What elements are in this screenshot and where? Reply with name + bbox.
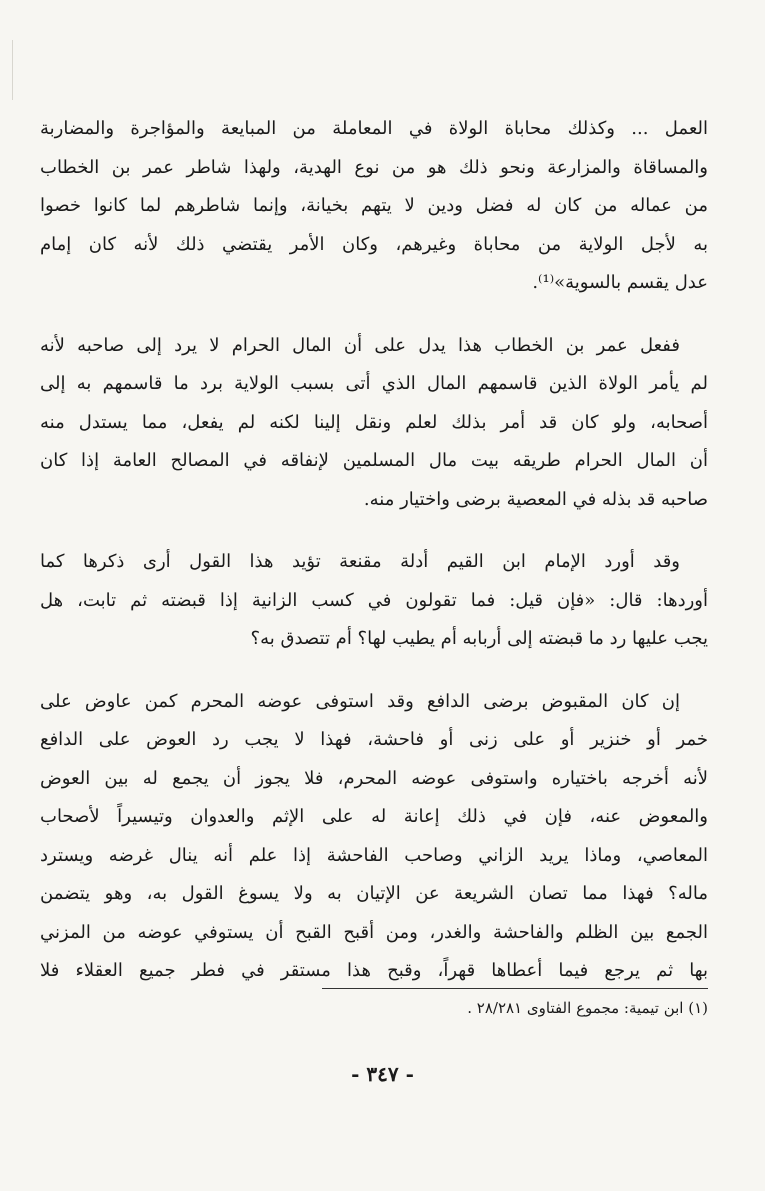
footnote: (١) ابن تيمية: مجموع الفتاوى ٢٨/٢٨١ .	[467, 999, 708, 1017]
text-line: لأنه أخرجه باختياره واستوفى عوضه المحرم، فلا يجوز أن يجمع له بين العوض	[40, 767, 708, 789]
footnote-divider	[322, 988, 708, 989]
text-line: أوردها: قال: «فإن قيل: فما تقولون في كسب الزانية إذا قبضته ثم تابت، هل	[40, 589, 708, 611]
text-line: ماله؟ فهذا مما تصان الشريعة عن الإتيان به ولا يسوغ القول به، وهو يتضمن	[40, 883, 708, 904]
text-line: وقد أورد الإمام ابن القيم أدلة مقنعة تؤيد هذا القول أرى ذكرها كما	[40, 551, 680, 572]
text-line: بها ثم يرجع فيما أعطاها قهراً، وقبح هذا مستقر في فطر جميع العقلاء فلا	[40, 960, 708, 981]
paragraph-2	[40, 327, 708, 520]
text-line: من عماله من كان له فضل ودين لا يتهم بخيانة، وإنما شاطرهم لما كانوا خصوا	[40, 195, 708, 216]
text-line: ففعل عمر بن الخطاب هذا يدل على أن المال الحرام لا يرد إلى صاحبه لأنه	[40, 334, 680, 356]
page-body	[40, 110, 708, 1015]
text-line: والمعوض عنه، فإن في ذلك إعانة له على الإثم والعدوان وتيسيراً لأصحاب	[40, 806, 708, 827]
text-line: لم يأمر الولاة الذين قاسمهم المال الذي أتى بسبب الولاية برد ما قاسمهم به إلى	[40, 373, 708, 394]
text-line: العمل ... وكذلك محاباة الولاة في المعاملة من المبايعة والمؤاجرة والمضاربة	[40, 118, 708, 139]
paragraph-4	[40, 683, 708, 991]
text-line: الجمع بين الظلم والفاحشة والغدر، ومن أقبح القبح أن يستوفي عوضه من المزني	[40, 921, 708, 943]
text-line: إن كان المقبوض برضى الدافع وقد استوفى عوضه المحرم كمن عاوض على	[40, 690, 680, 712]
paragraph-3	[40, 543, 708, 659]
text-line: به لأجل الولاية من محاباة وغيرهم، وكان الأمر يقتضي ذلك لأنه كان إمام	[40, 233, 708, 255]
paragraph-1	[40, 110, 708, 303]
text-line: أصحابه، ولو كان قد أمر بذلك لعلم ونقل إلينا لكنه لم يفعل، مما يستدل منه	[40, 411, 708, 433]
text-line: خمر أو خنزير أو على زنى أو فاحشة، فهذا لا يجب رد العوض على الدافع	[40, 729, 708, 750]
text-line: والمساقاة والمزارعة ونحو ذلك هو من نوع الهدية، ولهذا شاطر عمر بن الخطاب	[40, 156, 708, 178]
page-number: - ٣٤٧ -	[351, 1062, 414, 1086]
text-line: عدل يقسم بالسوية»⁽¹⁾.	[532, 272, 708, 293]
text-line: يجب عليها رد ما قبضته إلى أربابه أم يطيب لها؟ أم تتصدق به؟	[250, 628, 708, 649]
scan-edge-mark	[12, 40, 13, 100]
text-line: أن المال الحرام طريقه بيت مال المسلمين لإنفاقه في المصالح العامة إذا كان	[40, 450, 708, 471]
text-line: المعاصي، وماذا يريد الزاني وصاحب الفاحشة إذا علم أنه ينال غرضه ويسترد	[40, 844, 708, 866]
text-line: صاحبه قد بذله في المعصية برضى واختيار منه.	[363, 488, 708, 510]
